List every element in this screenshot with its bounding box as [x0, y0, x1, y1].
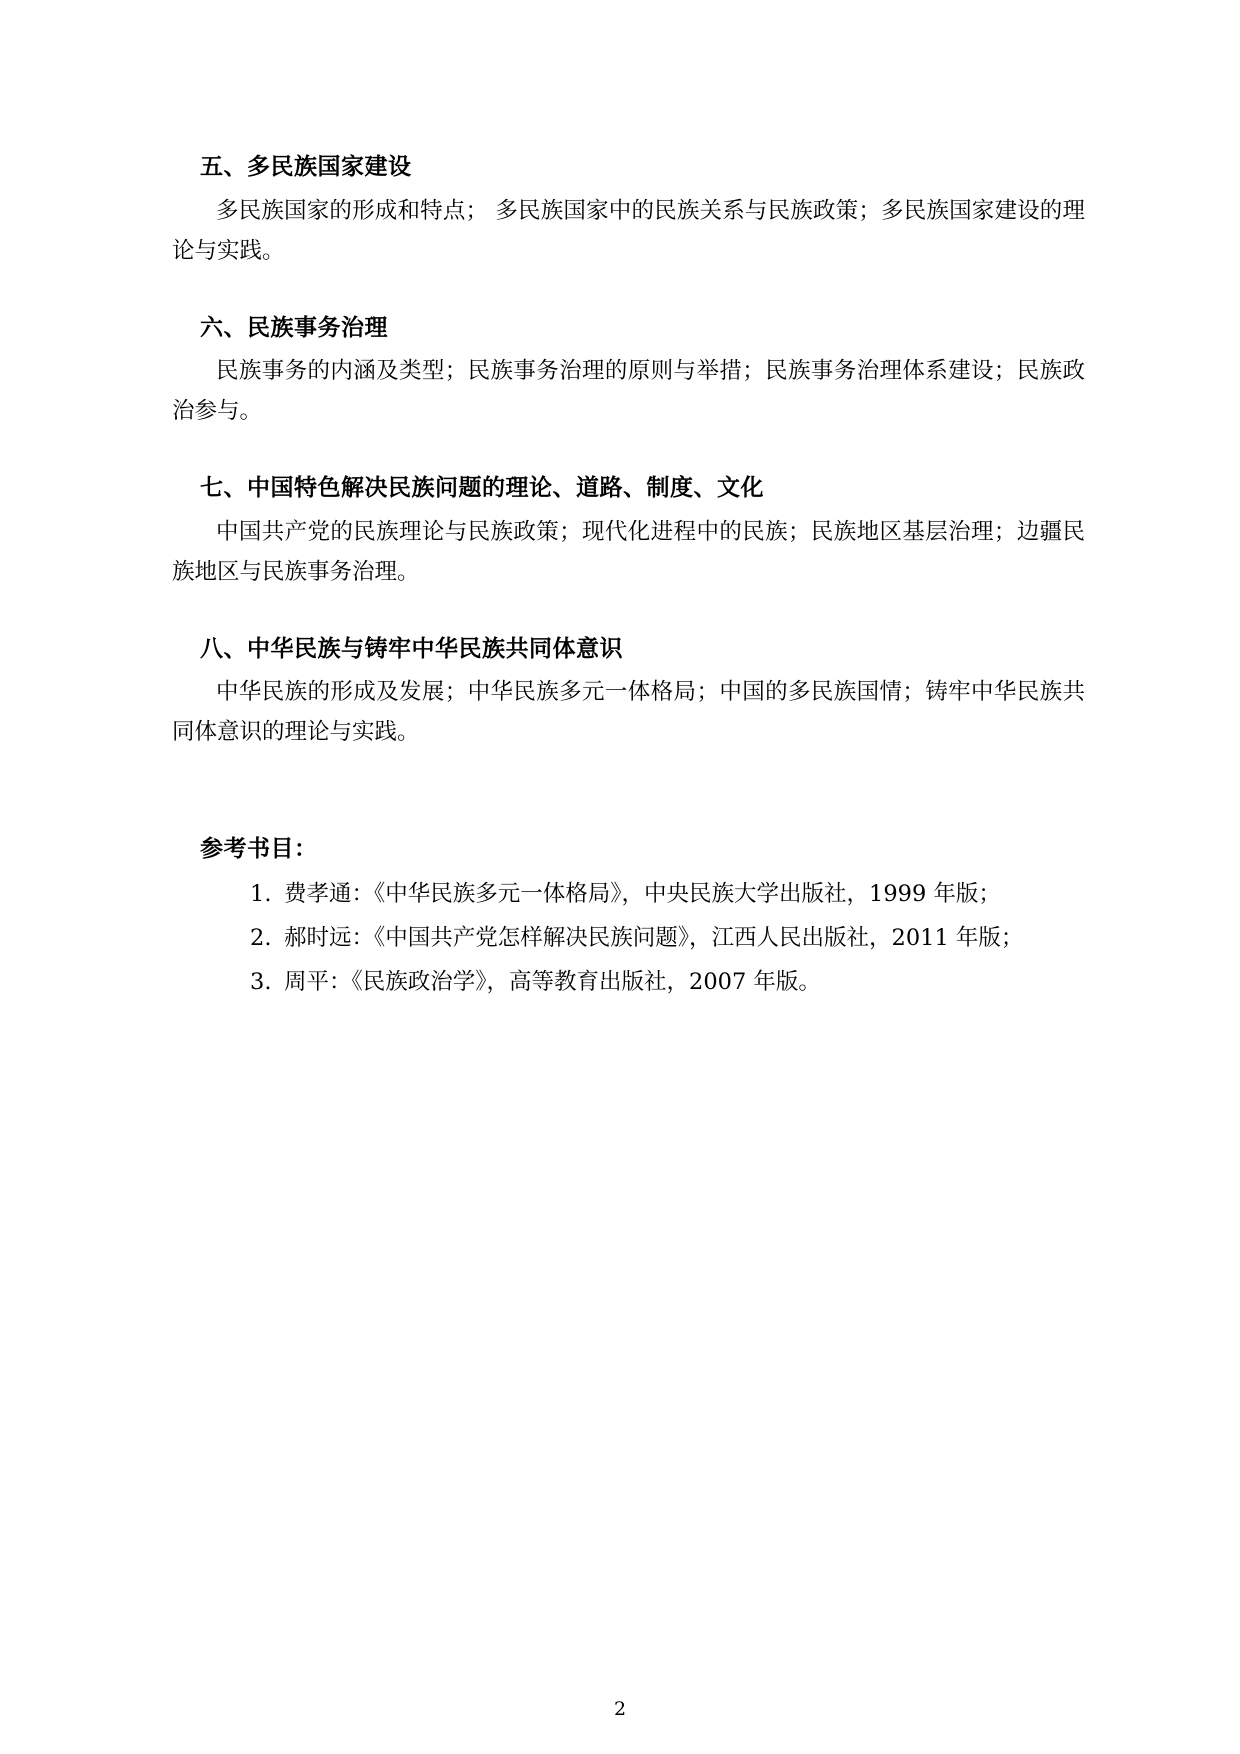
list-item-number: 2.	[250, 925, 272, 952]
list-item-text: 周平：《民族政治学》，高等教育出版社，2007 年版。	[284, 969, 821, 996]
section-five-heading: 五、多民族国家建设	[200, 154, 412, 180]
section-seven-heading: 七、中国特色解决民族问题的理论、道路、制度、文化	[200, 475, 764, 502]
list-item	[250, 961, 1085, 1005]
spacer	[172, 752, 1085, 830]
list-item	[250, 873, 1085, 917]
section-eight-heading: 八、中华民族与铸牢中华民族共同体意识	[200, 635, 623, 662]
references-section	[172, 830, 1085, 1005]
section-five-body: 多民族国家的形成和特点； 多民族国家中的民族关系与民族政策；多民族国家建设的理论与实践。	[172, 197, 1085, 264]
list-item-text: 郝时远：《中国共产党怎样解决民族问题》，江西人民出版社，2011 年版；	[284, 925, 1024, 952]
page-number: 2	[613, 1698, 627, 1720]
section-seven-body: 中国共产党的民族理论与民族政策；现代化进程中的民族；民族地区基层治理；边疆民族地区与民族事务治理。	[172, 518, 1085, 585]
references-title: 参考书目：	[200, 836, 318, 863]
section-five	[172, 150, 1085, 271]
section-seven	[172, 471, 1085, 592]
section-six-body: 民族事务的内涵及类型；民族事务治理的原则与举措；民族事务治理体系建设；民族政治参与。	[172, 358, 1085, 425]
spacer	[172, 431, 1085, 471]
list-item-number: 1.	[250, 881, 272, 908]
section-six-heading: 六、民族事务治理	[200, 314, 388, 341]
spacer	[172, 271, 1085, 311]
spacer	[172, 592, 1085, 632]
list-item	[250, 917, 1085, 961]
section-six	[172, 311, 1085, 432]
section-eight	[172, 632, 1085, 753]
section-eight-body: 中华民族的形成及发展；中华民族多元一体格局；中国的多民族国情；铸牢中华民族共同体意识的理论与实践。	[172, 679, 1085, 746]
list-item-text: 费孝通：《中华民族多元一体格局》，中央民族大学出版社，1999 年版；	[284, 881, 1001, 908]
list-item-number: 3.	[250, 969, 272, 996]
references-list	[172, 873, 1085, 1005]
